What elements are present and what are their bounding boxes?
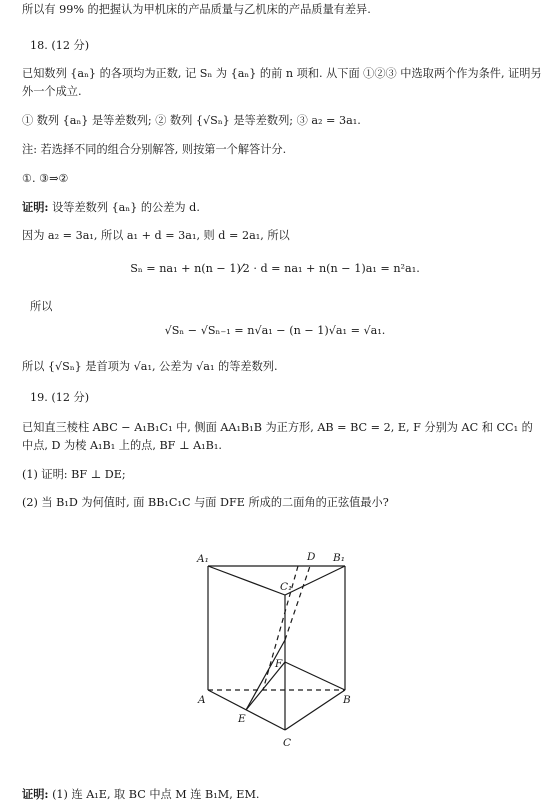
label-a1: A₁ <box>197 553 209 565</box>
proof-label: 证明: <box>22 200 49 214</box>
part-2: (2) 当 B₁D 为何值时, 面 BB₁C₁C 与面 DFE 所成的二面角的正弦值最小? <box>22 496 389 509</box>
label-b: B <box>343 694 351 706</box>
problem-18-statement: 已知数列 {aₙ} 的各项均为正数, 记 Sₙ 为 {aₙ} 的前 n 项和. 从下面 ①②③ 中选取两个作为条件, 证明另 <box>22 67 542 80</box>
label-e: E <box>238 713 246 725</box>
edge-c1-b1 <box>285 566 345 595</box>
equation-sn: Sₙ = na₁ + n(n − 1)⁄2 · d = na₁ + n(n − 1)a₁ = n²a₁. <box>130 262 420 275</box>
label-c1: C₁ <box>280 581 293 593</box>
label-a: A <box>198 694 206 706</box>
proof-label: 证明: <box>22 787 49 801</box>
segment-d-e-hidden <box>285 566 310 640</box>
text-line: 所以有 99% 的把握认为甲机床的产品质量与乙机床的产品质量有差异. <box>22 3 371 16</box>
proof-text: (1) 连 A₁E, 取 BC 中点 M 连 B₁M, EM. <box>48 788 260 801</box>
problem-18-statement-cont: 外一个成立. <box>22 85 82 98</box>
label-c: C <box>283 737 292 749</box>
segment-b-f <box>285 662 345 690</box>
problem-19-header: 19. (12 分) <box>30 391 90 404</box>
equation-sqrt-diff: √Sₙ − √Sₙ₋₁ = n√a₁ − (n − 1)√a₁ = √a₁. <box>164 324 386 337</box>
label-d: D <box>307 551 316 563</box>
edge-c-b <box>285 690 345 730</box>
conditions-list: ① 数列 {aₙ} 是等差数列; ② 数列 {√Sₙ} 是等差数列; ③ a₂ = 3a₁. <box>22 114 361 127</box>
edge-a1-c1 <box>208 566 285 595</box>
conclusion-line: 所以 {√Sₙ} 是首项为 √a₁, 公差为 √a₁ 的等差数列. <box>22 360 278 373</box>
note-text: 注: 若选择不同的组合分别解答, 则按第一个解答计分. <box>22 143 287 156</box>
derivation-line: 因为 a₂ = 3a₁, 所以 a₁ + d = 3a₁, 则 d = 2a₁, 所以 <box>22 229 290 242</box>
problem-19-statement-cont: 中点, D 为棱 A₁B₁ 上的点, BF ⊥ A₁B₁. <box>22 439 222 452</box>
label-f: F <box>275 658 283 670</box>
problem-19-statement: 已知直三棱柱 ABC − A₁B₁C₁ 中, 侧面 AA₁B₁B 为正方形, AB = BC = 2, E, F 分别为 AC 和 CC₁ 的 <box>22 421 533 434</box>
text-line: 所以 <box>30 300 53 313</box>
proof-line-2 <box>22 786 534 803</box>
segment-d-e-visible <box>246 640 285 710</box>
case-label: ①. ③⇒② <box>22 172 69 185</box>
problem-18-header: 18. (12 分) <box>30 39 90 52</box>
label-b1: B₁ <box>333 552 345 564</box>
part-1: (1) 证明: BF ⊥ DE; <box>22 468 126 481</box>
proof-text: 设等差数列 {aₙ} 的公差为 d. <box>48 201 200 214</box>
